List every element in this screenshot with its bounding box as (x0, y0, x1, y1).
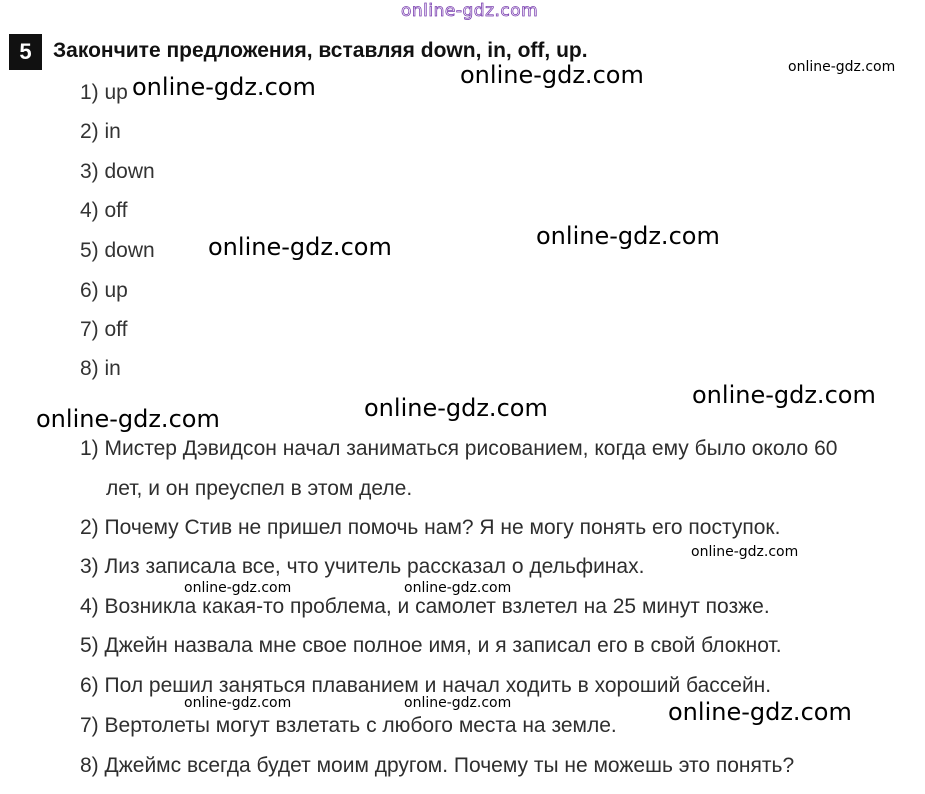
watermark: online-gdz.com (364, 394, 548, 422)
translation-line: 8) Джеймс всегда будет моим другом. Почему ты не можешь это понять? (80, 754, 795, 777)
watermark: online-gdz.com (401, 1, 539, 21)
answer-item: 1) up (80, 81, 128, 104)
watermark: online-gdz.com (788, 59, 896, 75)
watermark: online-gdz.com (691, 544, 799, 560)
answer-item: 8) in (80, 357, 121, 380)
watermark: online-gdz.com (668, 698, 852, 726)
translation-line: 6) Пол решил заняться плаванием и начал ходить в хороший бассейн. (80, 674, 772, 697)
answer-item: 6) up (80, 279, 128, 302)
answer-item: 5) down (80, 239, 155, 262)
watermark: online-gdz.com (692, 381, 876, 409)
watermark: online-gdz.com (460, 61, 644, 89)
watermark: online-gdz.com (184, 695, 292, 711)
answer-item: 7) off (80, 318, 128, 341)
watermark: online-gdz.com (184, 580, 292, 596)
watermark: online-gdz.com (404, 580, 512, 596)
exercise-instruction: Закончите предложения, вставляя down, in, off, up. (53, 39, 588, 62)
watermark: online-gdz.com (208, 233, 392, 261)
watermark: online-gdz.com (36, 405, 220, 433)
translation-line: 5) Джейн назвала мне свое полное имя, и я записал его в свой блокнот. (80, 634, 782, 657)
translation-line: 2) Почему Стив не пришел помочь нам? Я не могу понять его поступок. (80, 516, 781, 539)
answer-item: 3) down (80, 160, 155, 183)
translation-line: лет, и он преуспел в этом деле. (106, 477, 413, 500)
translation-line: 7) Вертолеты могут взлетать с любого места на земле. (80, 714, 617, 737)
watermark: online-gdz.com (132, 73, 316, 101)
watermark: online-gdz.com (536, 222, 720, 250)
translation-line: 3) Лиз записала все, что учитель рассказал о дельфинах. (80, 555, 645, 578)
translation-line: 1) Мистер Дэвидсон начал заниматься рисованием, когда ему было около 60 (80, 437, 838, 460)
answer-item: 4) off (80, 199, 128, 222)
watermark: online-gdz.com (404, 695, 512, 711)
answer-item: 2) in (80, 120, 121, 143)
exercise-number-badge: 5 (9, 34, 42, 70)
translation-line: 4) Возникла какая-то проблема, и самолет взлетел на 25 минут позже. (80, 595, 770, 618)
